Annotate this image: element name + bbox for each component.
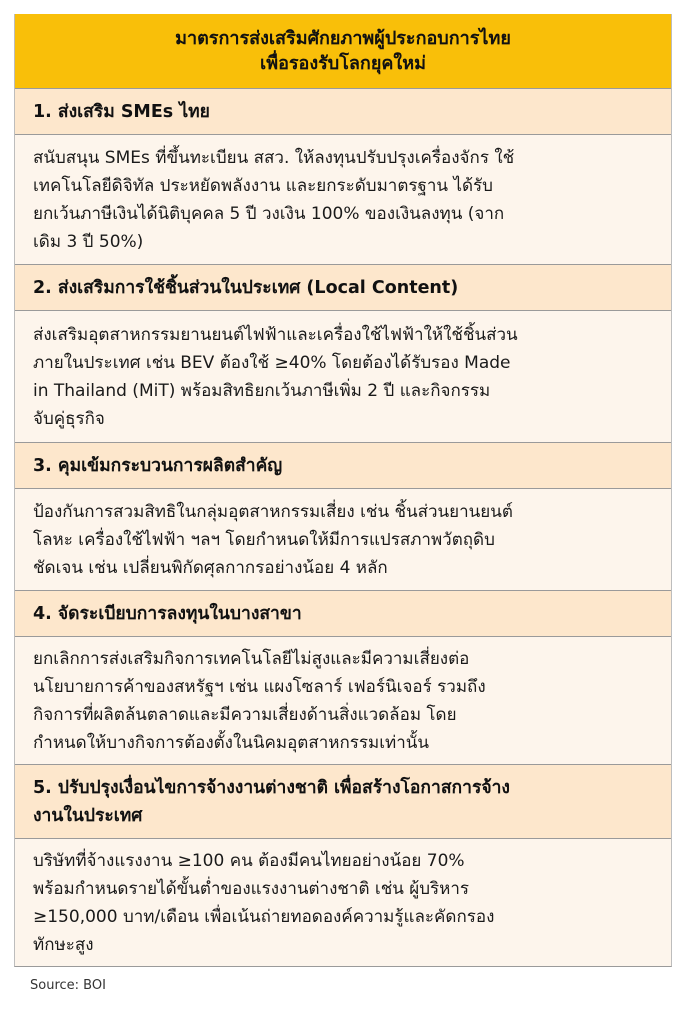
section-1-line-3: ยกเว้นภาษีเงินได้นิติบุคคล 5 ปี วงเงิน 100% ของเงินลงทุน (จาก [33, 203, 505, 224]
section-1-heading-text: 1. ส่งเสริม SMEs ไทย [33, 101, 210, 122]
section-4-heading [15, 590, 671, 636]
title-line-2: เพื่อรองรับโลกยุคใหม่ [260, 53, 426, 74]
section-1-heading [15, 88, 671, 134]
section-5-line-4: ทักษะสูง [33, 934, 94, 955]
section-2-line-1: ส่งเสริมอุตสาหกรรมยานยนต์ไฟฟ้าและเครื่องใช้ไฟฟ้าให้ใช้ชิ้นส่วน [33, 324, 518, 345]
section-4-line-1: ยกเลิกการส่งเสริมกิจการเทคโนโลยีไม่สูงและมีความเสี่ยงต่อ [33, 648, 470, 669]
section-5-body [15, 838, 671, 966]
section-5-heading-line-1: 5. ปรับปรุงเงื่อนไขการจ้างงานต่างชาติ เพื่อสร้างโอกาสการจ้าง [33, 777, 510, 798]
section-2-heading-text: 2. ส่งเสริมการใช้ชิ้นส่วนในประเทศ (Local Content) [33, 277, 459, 298]
section-2-line-4: จับคู่ธุรกิจ [33, 408, 105, 429]
section-3-line-2: โลหะ เครื่องใช้ไฟฟ้า ฯลฯ โดยกำหนดให้มีการแปรสภาพวัตถุดิบ [33, 529, 495, 550]
section-5-line-3: ≥150,000 บาท/เดือน เพื่อเน้นถ่ายทอดองค์ความรู้และคัดกรอง [33, 906, 495, 927]
source-note: Source: BOI [30, 978, 106, 993]
section-4-line-2: นโยบายการค้าของสหรัฐฯ เช่น แผงโซลาร์ เฟอร์นิเจอร์ รวมถึง [33, 676, 486, 697]
section-3-body [15, 488, 671, 590]
section-5-heading-line-2: งานในประเทศ [33, 805, 143, 826]
section-2-line-3: in Thailand (MiT) พร้อมสิทธิยกเว้นภาษีเพิ่ม 2 ปี และกิจกรรม [33, 380, 491, 401]
section-1-line-2: เทคโนโลยีดิจิทัล ประหยัดพลังงาน และยกระดับมาตรฐาน ได้รับ [33, 175, 493, 196]
section-1-body [15, 134, 671, 264]
title-line-1: มาตรการส่งเสริมศักยภาพผู้ประกอบการไทย [175, 28, 511, 49]
table-title [15, 14, 671, 88]
section-3-line-1: ป้องกันการสวมสิทธิในกลุ่มอุตสาหกรรมเสี่ยง เช่น ชิ้นส่วนยานยนต์ [33, 501, 513, 522]
section-5-heading [15, 764, 671, 838]
section-2-body [15, 310, 671, 442]
section-3-heading [15, 442, 671, 488]
section-3-heading-text: 3. คุมเข้มกระบวนการผลิตสำคัญ [33, 455, 283, 476]
section-2-line-2: ภายในประเทศ เช่น BEV ต้องใช้ ≥40% โดยต้องได้รับรอง Made [33, 352, 511, 373]
section-1-line-4: เดิม 3 ปี 50%) [33, 231, 144, 252]
section-5-line-2: พร้อมกำหนดรายได้ขั้นต่ำของแรงงานต่างชาติ เช่น ผู้บริหาร [33, 878, 470, 899]
section-2-heading [15, 264, 671, 310]
section-4-line-3: กิจการที่ผลิตล้นตลาดและมีความเสี่ยงด้านสิ่งแวดล้อม โดย [33, 704, 457, 725]
section-4-body [15, 636, 671, 764]
section-4-line-4: กำหนดให้บางกิจการต้องตั้งในนิคมอุตสาหกรรมเท่านั้น [33, 732, 430, 753]
measures-table [14, 14, 672, 967]
section-1-line-1: สนับสนุน SMEs ที่ขึ้นทะเบียน สสว. ให้ลงทุนปรับปรุงเครื่องจักร ใช้ [33, 147, 515, 168]
section-3-line-3: ชัดเจน เช่น เปลี่ยนพิกัดศุลกากรอย่างน้อย 4 หลัก [33, 557, 388, 578]
section-5-line-1: บริษัทที่จ้างแรงงาน ≥100 คน ต้องมีคนไทยอย่างน้อย 70% [33, 850, 465, 871]
section-4-heading-text: 4. จัดระเบียบการลงทุนในบางสาขา [33, 603, 302, 624]
